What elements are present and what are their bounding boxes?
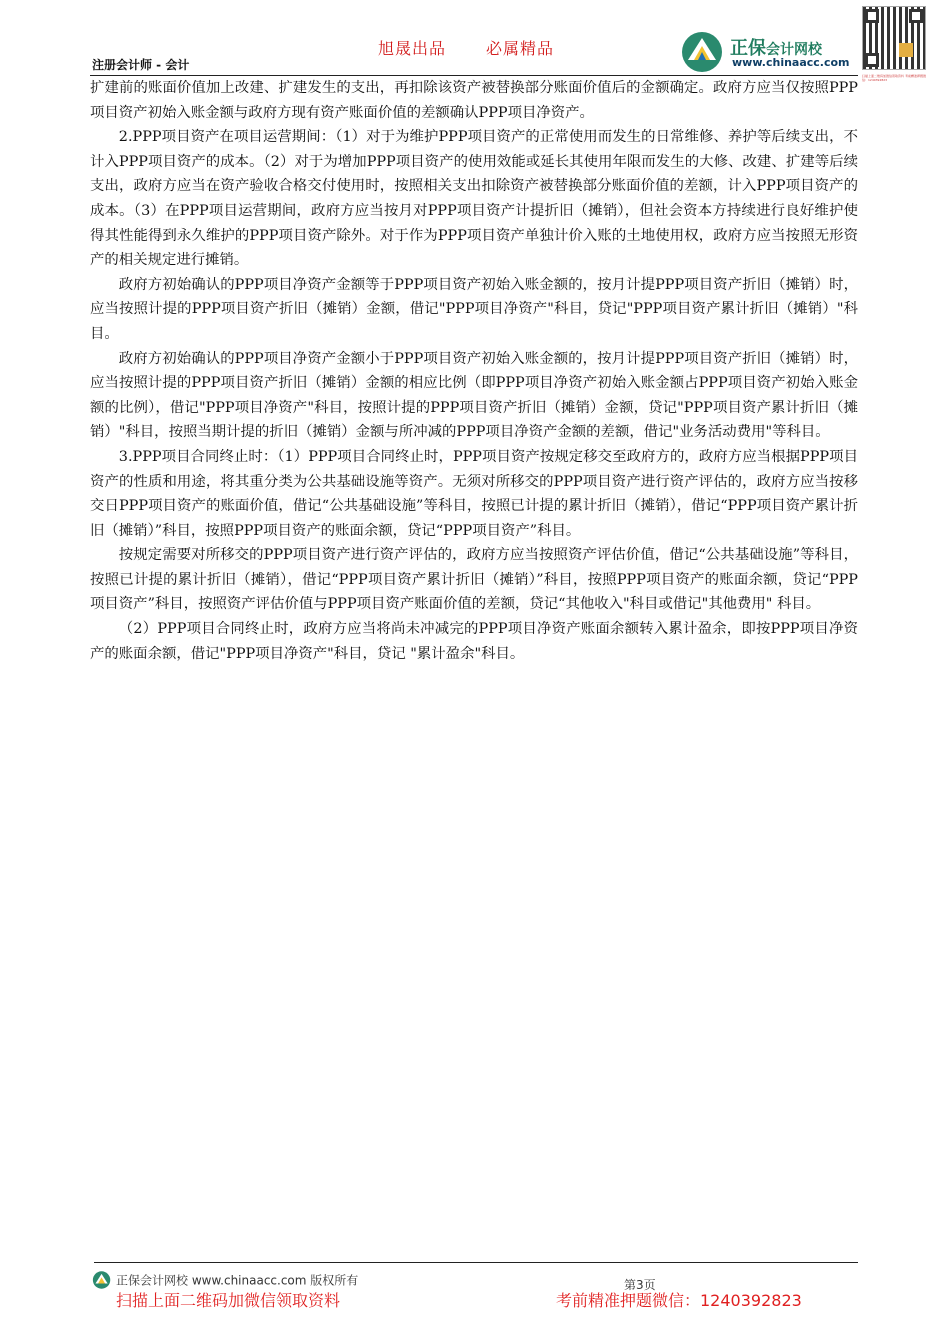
document-body: [90, 76, 858, 666]
qr-finder-icon: [865, 9, 879, 23]
copyright-text: 正保会计网校 www.chinaacc.com 版权所有: [116, 1273, 359, 1288]
logo-name-main: 正保: [730, 38, 766, 59]
promo-left-text: 旭晟出品: [378, 39, 447, 58]
paragraph: 政府方初始确认的PPP项目净资产金额小于PPP项目资产初始入账金额的，按月计提PPP项目资产折旧（摊销）时，应当按照计提的PPP项目资产折旧（摊销）金额的相应比例（即PPP项目净资产初始入账金额占PPP项目资产初始入账金额的比例），借记"PPP项目净资产"科目，按照计提的PPP项目资产折旧（摊销）金额，贷记"PPP项目资产累计折旧（摊销）"科目，按照当期计提的折旧（摊销）金额与所冲减的PPP项目净资产金额的差额，借记"业务活动费用"等科目。: [90, 350, 858, 441]
qr-code: [862, 6, 926, 70]
footer-promo-right: 考前精准押题微信：1240392823: [556, 1291, 802, 1310]
qr-finder-icon: [909, 9, 923, 23]
qr-finder-icon: [865, 53, 879, 67]
header-promo: [378, 36, 594, 59]
subject-title: 注册会计师 - 会计: [92, 58, 190, 72]
paragraph: 按规定需要对所移交的PPP项目资产进行资产评估的，政府方应当按照资产评估价值，借记“公共基础设施”等科目，按照已计提的累计折旧（摊销），借记“PPP项目资产累计折旧（摊销）”科目，按照PPP项目资产的账面余额，贷记“PPP项目资产”科目，按照资产评估价值与PPP项目资产账面价值的差额，贷记“其他收入"科目或借记"其他费用" 科目。: [90, 547, 858, 613]
paragraph: 政府方初始确认的PPP项目净资产金额等于PPP项目资产初始入账金额的，按月计提PPP项目资产折旧（摊销）时，应当按照计提的PPP项目资产折旧（摊销）金额，借记"PPP项目净资产"科目，贷记"PPP项目资产累计折旧（摊销）"科目。: [90, 276, 858, 342]
footer-logo-icon: [92, 1270, 112, 1290]
paragraph: 3.PPP项目合同终止时：（1）PPP项目合同终止时，PPP项目资产按规定移交至政府方的，政府方应当根据PPP项目资产的性质和用途，将其重分类为公共基础设施等资产。无须对所移交的PPP项目资产进行资产评估的，政府方应当按移交日PPP项目资产的账面价值，借记“公共基础设施”等科目，按照已计提的累计折旧（摊销），借记“PPP项目资产累计折旧（摊销）”科目，按照PPP项目资产的账面余额，贷记“PPP项目资产”科目。: [90, 448, 858, 539]
qr-center-badge-icon: [899, 43, 913, 57]
promo-right-text: 必属精品: [486, 39, 555, 58]
paragraph: 扩建前的账面价值加上改建、扩建发生的支出，再扣除该资产被替换部分账面价值后的金额确定。政府方应当仅按照PPP项目资产初始入账金额与政府方现有资产账面价值的差额确认PPP项目净资产。: [90, 80, 858, 121]
paragraph: 2.PPP项目资产在项目运营期间：（1）对于为维护PPP项目资产的正常使用而发生的日常维修、养护等后续支出，不计入PPP项目资产的成本。（2）对于为增加PPP项目资产的使用效能或延长其使用年限而发生的大修、改建、扩建等后续支出，政府方应当在资产验收合格交付使用时，按照相关支出扣除资产被替换部分账面价值的差额，计入PPP项目资产的成本。（3）在PPP项目运营期间，政府方应当按月对PPP项目资产计提折旧（摊销），但社会资本方持续进行良好维护使得其性能得到永久维护的PPP项目资产除外。对于作为PPP项目资产单独计价入账的土地使用权，政府方应当按照无形资产的相关规定进行摊销。: [90, 129, 858, 269]
paragraph: （2）PPP项目合同终止时，政府方应当将尚未冲减完的PPP项目净资产账面余额转入累计盈余，即按PPP项目净资产的账面余额，借记"PPP项目净资产"科目，贷记 "累计盈余"科目。: [90, 621, 858, 662]
brand-logo: [680, 30, 858, 74]
page-number: 第3页: [624, 1278, 656, 1292]
footer-divider: [94, 1262, 858, 1263]
logo-name-suffix: 会计网校: [766, 42, 822, 58]
qr-caption: 扫描上面二维码加微信领取资料 考前精准押题微信：1240392823: [862, 74, 926, 82]
logo-url: www.chinaacc.com: [732, 56, 850, 69]
footer-promo-left: 扫描上面二维码加微信领取资料: [116, 1291, 341, 1310]
logo-mark-icon: [680, 30, 726, 74]
